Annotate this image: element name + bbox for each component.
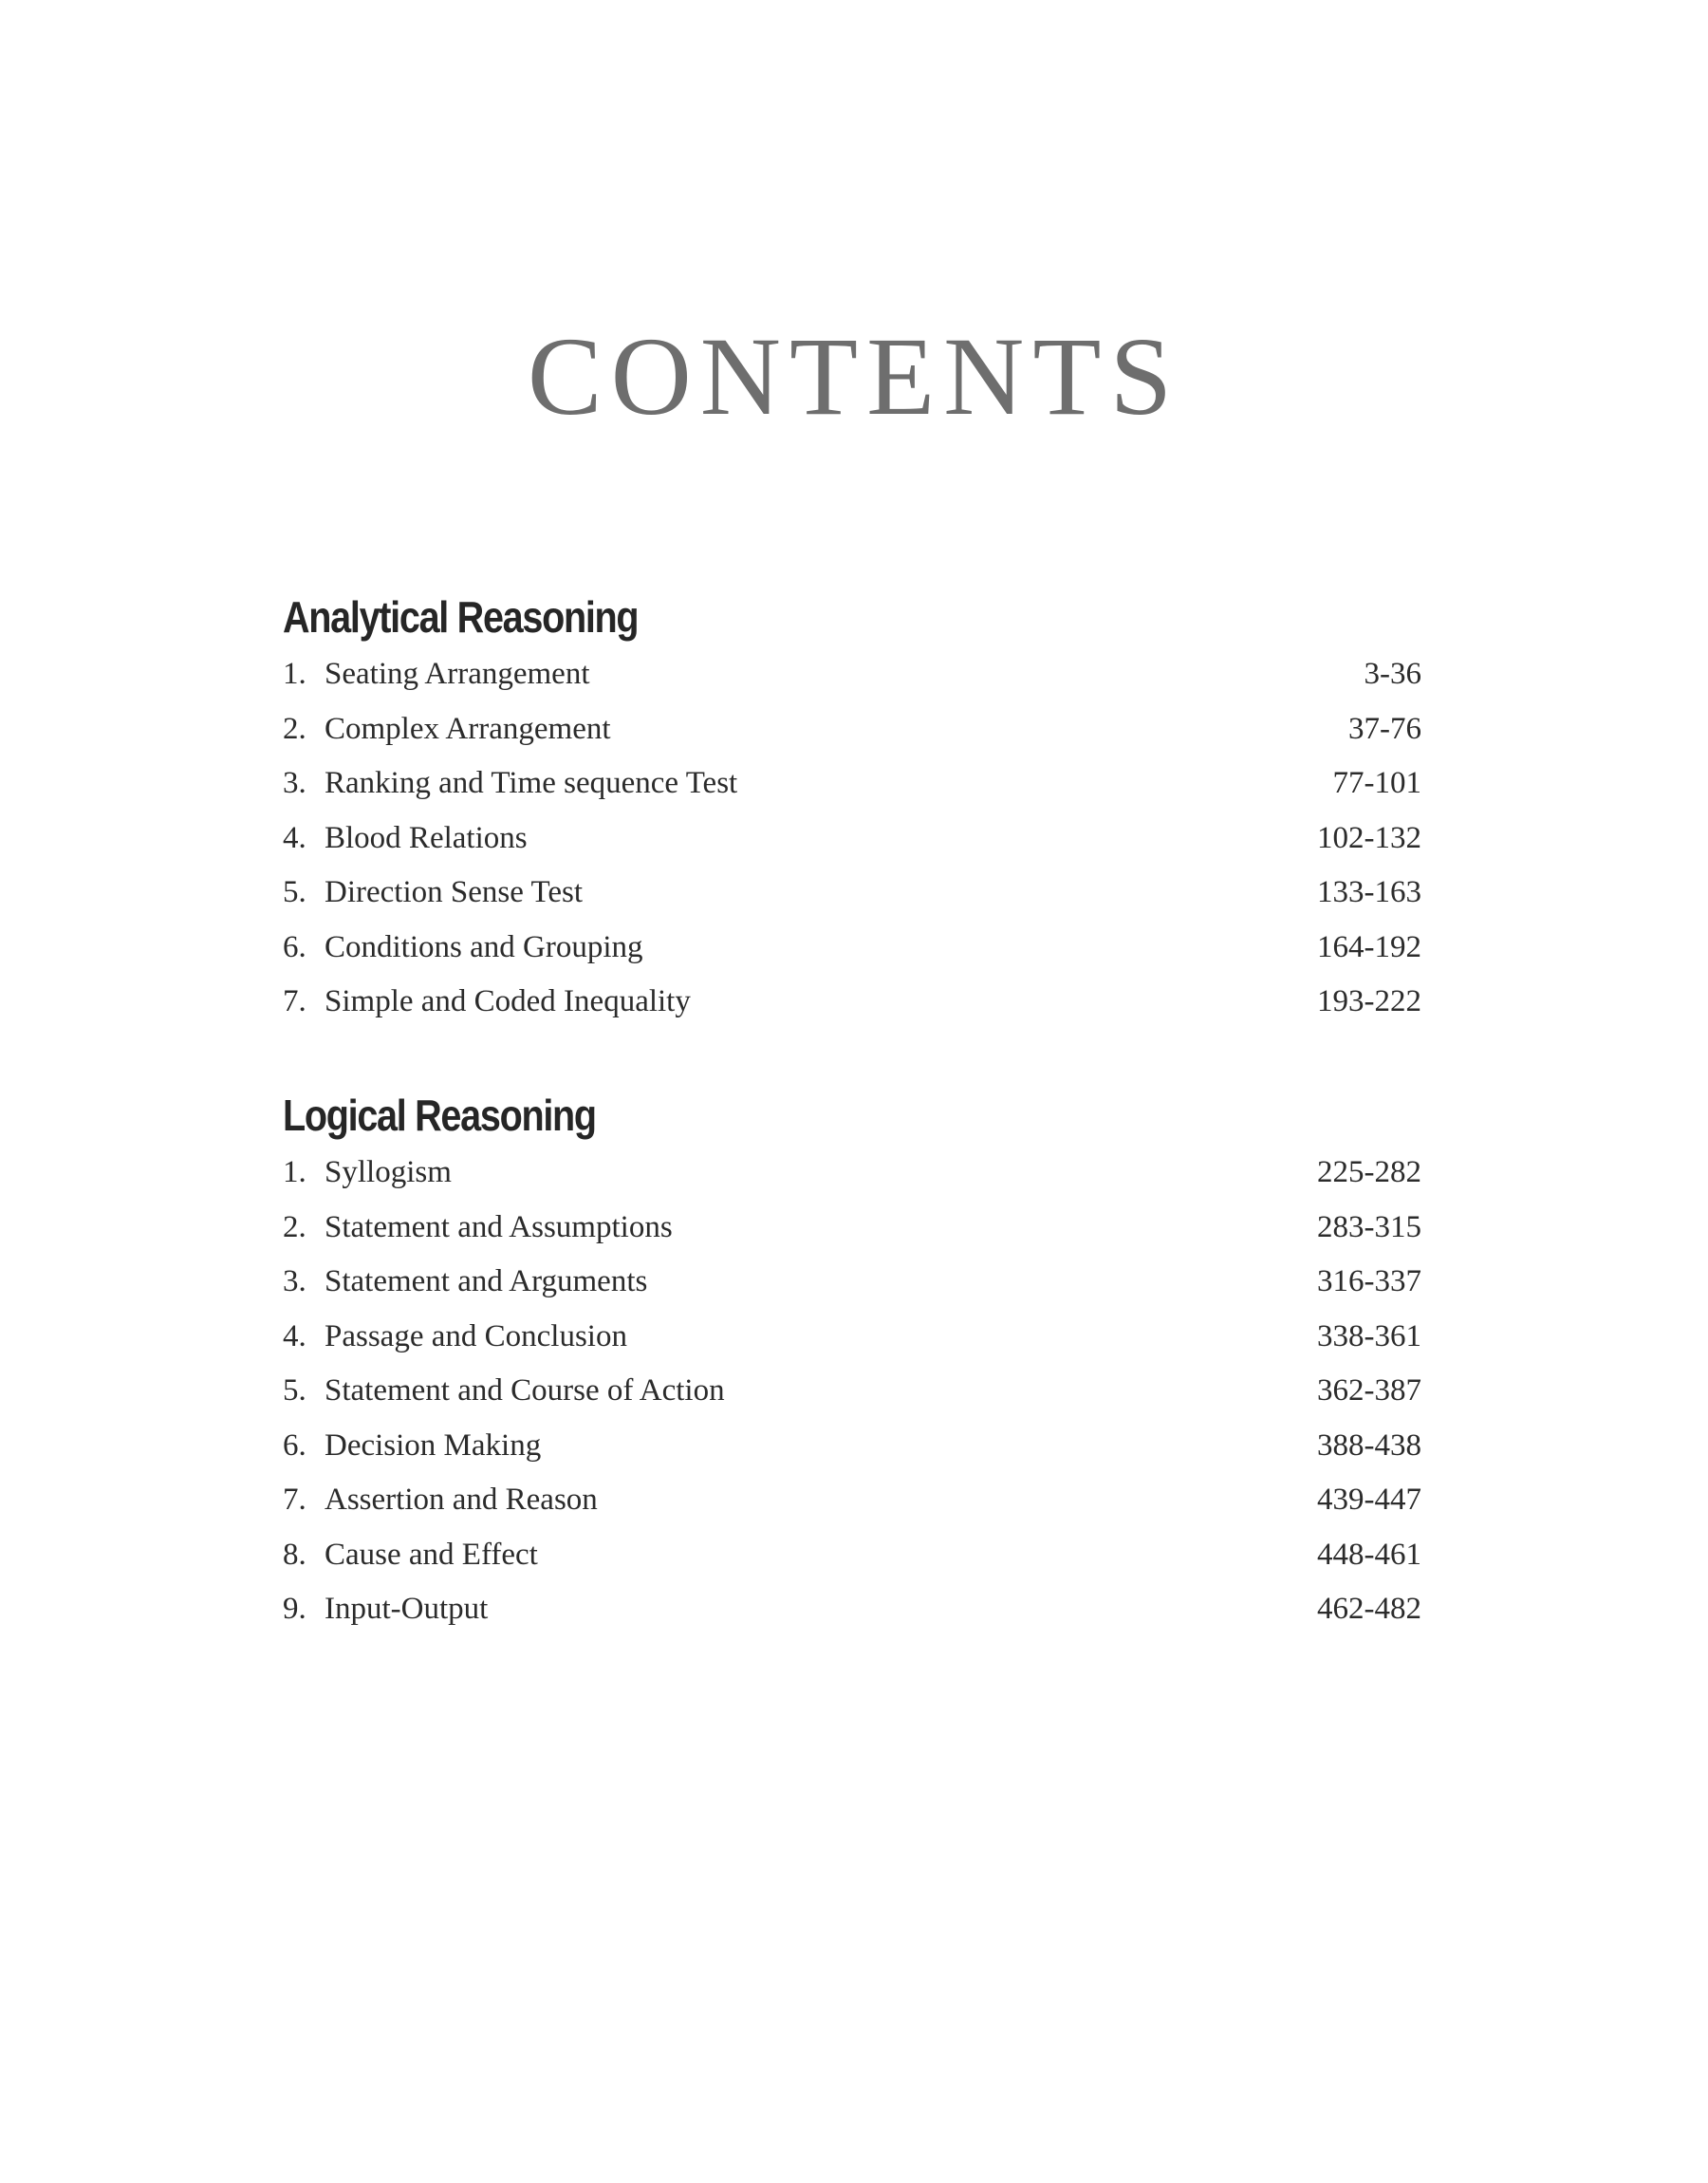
entry-pages: 338-361 <box>1317 1318 1421 1353</box>
entry-title: Blood Relations <box>325 820 528 855</box>
toc-entry[interactable] <box>283 712 1421 767</box>
entry-number: 9. <box>283 1592 306 1626</box>
entry-title: Complex Arrangement <box>325 711 611 746</box>
entry-title: Conditions and Grouping <box>325 929 643 964</box>
toc-list <box>283 1155 1421 1647</box>
entry-title: Statement and Arguments <box>325 1264 648 1298</box>
entry-number: 7. <box>283 984 306 1018</box>
entry-number: 2. <box>283 711 306 746</box>
entry-title: Statement and Course of Action <box>325 1373 725 1408</box>
toc-entry[interactable] <box>283 821 1421 876</box>
entry-pages: 193-222 <box>1317 984 1421 1018</box>
entry-pages: 388-438 <box>1317 1427 1421 1463</box>
toc-entry[interactable] <box>283 1264 1421 1319</box>
entry-title: Cause and Effect <box>325 1537 538 1572</box>
entry-number: 4. <box>283 1318 306 1353</box>
entry-title: Simple and Coded Inequality <box>325 984 691 1018</box>
entry-number: 5. <box>283 1373 306 1408</box>
toc-list <box>283 657 1421 1039</box>
entry-title: Seating Arrangement <box>325 657 590 691</box>
entry-title: Input-Output <box>325 1592 489 1626</box>
entry-number: 1. <box>283 1155 306 1189</box>
entry-pages: 133-163 <box>1317 875 1421 909</box>
section-logical-reasoning <box>283 1085 1421 1647</box>
toc-entry[interactable] <box>283 1428 1421 1483</box>
entry-pages: 316-337 <box>1317 1264 1421 1298</box>
toc-entry[interactable] <box>283 1373 1421 1428</box>
entry-title: Ranking and Time sequence Test <box>325 766 738 800</box>
entry-title: Assertion and Reason <box>325 1483 598 1517</box>
entry-pages: 283-315 <box>1317 1209 1421 1244</box>
entry-number: 3. <box>283 766 306 800</box>
section-analytical-reasoning <box>283 587 1421 1039</box>
entry-pages: 37-76 <box>1348 711 1421 746</box>
entry-number: 1. <box>283 657 306 691</box>
section-heading: Analytical Reasoning <box>283 592 639 642</box>
toc-entry[interactable] <box>283 875 1421 930</box>
entry-pages: 102-132 <box>1317 820 1421 855</box>
entry-number: 5. <box>283 875 306 909</box>
entry-pages: 3-36 <box>1364 657 1421 691</box>
entry-number: 2. <box>283 1209 306 1244</box>
page-title: CONTENTS <box>527 314 1181 438</box>
entry-title: Decision Making <box>325 1427 542 1463</box>
entry-pages: 362-387 <box>1317 1373 1421 1408</box>
entry-title: Passage and Conclusion <box>325 1318 627 1353</box>
entry-pages: 77-101 <box>1332 766 1421 800</box>
toc-entry[interactable] <box>283 1592 1421 1647</box>
entry-pages: 164-192 <box>1317 929 1421 964</box>
entry-number: 8. <box>283 1537 306 1572</box>
toc-entry[interactable] <box>283 984 1421 1039</box>
toc-entry[interactable] <box>283 766 1421 821</box>
entry-title: Syllogism <box>325 1155 452 1189</box>
entry-pages: 462-482 <box>1317 1592 1421 1626</box>
entry-number: 3. <box>283 1264 306 1298</box>
entry-pages: 439-447 <box>1317 1483 1421 1517</box>
entry-number: 7. <box>283 1483 306 1517</box>
toc-entry[interactable] <box>283 930 1421 985</box>
toc-entry[interactable] <box>283 1155 1421 1210</box>
toc-entry[interactable] <box>283 1210 1421 1265</box>
section-heading: Logical Reasoning <box>283 1091 596 1140</box>
entry-title: Direction Sense Test <box>325 875 584 909</box>
entry-pages: 225-282 <box>1317 1155 1421 1189</box>
entry-number: 6. <box>283 1427 306 1463</box>
entry-pages: 448-461 <box>1317 1537 1421 1572</box>
entry-number: 6. <box>283 929 306 964</box>
toc-entry[interactable] <box>283 657 1421 712</box>
toc-entry[interactable] <box>283 1483 1421 1538</box>
toc-entry[interactable] <box>283 1319 1421 1374</box>
toc-entry[interactable] <box>283 1538 1421 1593</box>
entry-number: 4. <box>283 820 306 855</box>
entry-title: Statement and Assumptions <box>325 1209 673 1244</box>
